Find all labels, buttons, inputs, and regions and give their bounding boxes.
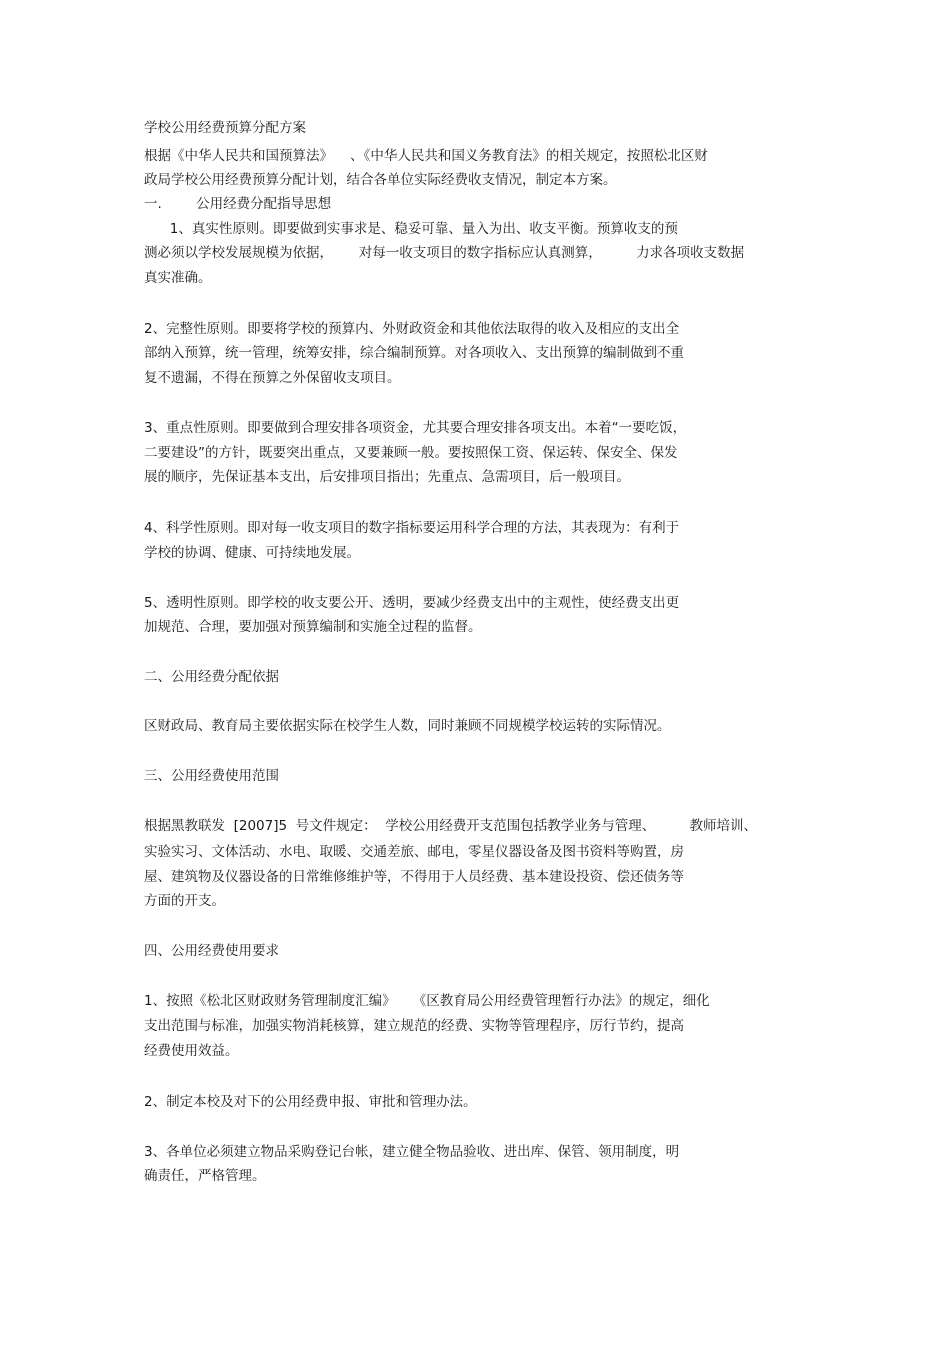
section-heading-1: 一. 公用经费分配指导思想 (144, 196, 332, 212)
paragraph-line: 学校的协调、健康、可持续地发展。 (144, 545, 360, 561)
paragraph-line: 二要建设”的方针，既要突出重点，又要兼顾一般。要按照保工资、保运转、保安全、保发 (144, 445, 678, 461)
paragraph-line: 根据黑教联发 [2007]5 号文件规定： 学校公用经费开支范围包括教学业务与管理、 教师培训、 (144, 818, 758, 834)
intro-line: 根据《中华人民共和国预算法》 、《中华人民共和国义务教育法》的相关规定，按照松北区财 (144, 148, 708, 164)
section-heading-3: 三、公用经费使用范围 (144, 768, 279, 784)
paragraph-line: 屋、建筑物及仪器设备的日常维修维护等，不得用于人员经费、基本建设投资、偿还债务等 (144, 869, 684, 885)
paragraph-line: 5、透明性原则。即学校的收支要公开、透明，要减少经费支出中的主观性，使经费支出更 (144, 595, 680, 611)
paragraph-line: 部纳入预算，统一管理，统筹安排，综合编制预算。对各项收入、支出预算的编制做到不重 (144, 345, 684, 361)
paragraph-line: 1、真实性原则。即要做到实事求是、稳妥可靠、量入为出、收支平衡。预算收支的预 (144, 221, 678, 237)
paragraph-line: 确责任，严格管理。 (144, 1168, 266, 1184)
paragraph-line: 区财政局、教育局主要依据实际在校学生人数，同时兼顾不同规模学校运转的实际情况。 (144, 718, 671, 734)
paragraph-line: 方面的开支。 (144, 893, 225, 909)
paragraph-line: 实验实习、文体活动、水电、取暖、交通差旅、邮电，零星仪器设备及图书资料等购置，房 (144, 844, 684, 860)
paragraph-line: 展的顺序，先保证基本支出，后安排项目指出；先重点、急需项目，后一般项目。 (144, 469, 630, 485)
paragraph-line: 支出范围与标准，加强实物消耗核算，建立规范的经费、实物等管理程序，厉行节约，提高 (144, 1018, 684, 1034)
paragraph-line: 1、按照《松北区财政财务管理制度汇编》 《区教育局公用经费管理暂行办法》的规定，细化 (144, 993, 710, 1009)
paragraph-line: 真实准确。 (144, 270, 212, 286)
paragraph-line: 3、各单位必须建立物品采购登记台帐，建立健全物品验收、进出库、保管、领用制度，明 (144, 1144, 680, 1160)
paragraph-line: 复不遗漏，不得在预算之外保留收支项目。 (144, 370, 401, 386)
section-heading-2: 二、公用经费分配依据 (144, 669, 279, 685)
paragraph-line: 经费使用效益。 (144, 1043, 239, 1059)
paragraph-line: 4、科学性原则。即对每一收支项目的数字指标要运用科学合理的方法，其表现为：有利于 (144, 520, 680, 536)
intro-line: 政局学校公用经费预算分配计划，结合各单位实际经费收支情况，制定本方案。 (144, 172, 617, 188)
paragraph-line: 2、制定本校及对下的公用经费申报、审批和管理办法。 (144, 1094, 477, 1110)
paragraph-line: 2、完整性原则。即要将学校的预算内、外财政资金和其他依法取得的收入及相应的支出全 (144, 321, 680, 337)
section-heading-4: 四、公用经费使用要求 (144, 943, 279, 959)
paragraph-line: 3、重点性原则。即要做到合理安排各项资金，尤其要合理安排各项支出。本着“一要吃饭， (144, 420, 687, 436)
paragraph-line: 加规范、合理，要加强对预算编制和实施全过程的监督。 (144, 619, 482, 635)
document-title: 学校公用经费预算分配方案 (144, 120, 306, 136)
paragraph-line: 测必须以学校发展规模为依据， 对每一收支项目的数字指标应认真测算， 力求各项收支数据 (144, 245, 745, 261)
